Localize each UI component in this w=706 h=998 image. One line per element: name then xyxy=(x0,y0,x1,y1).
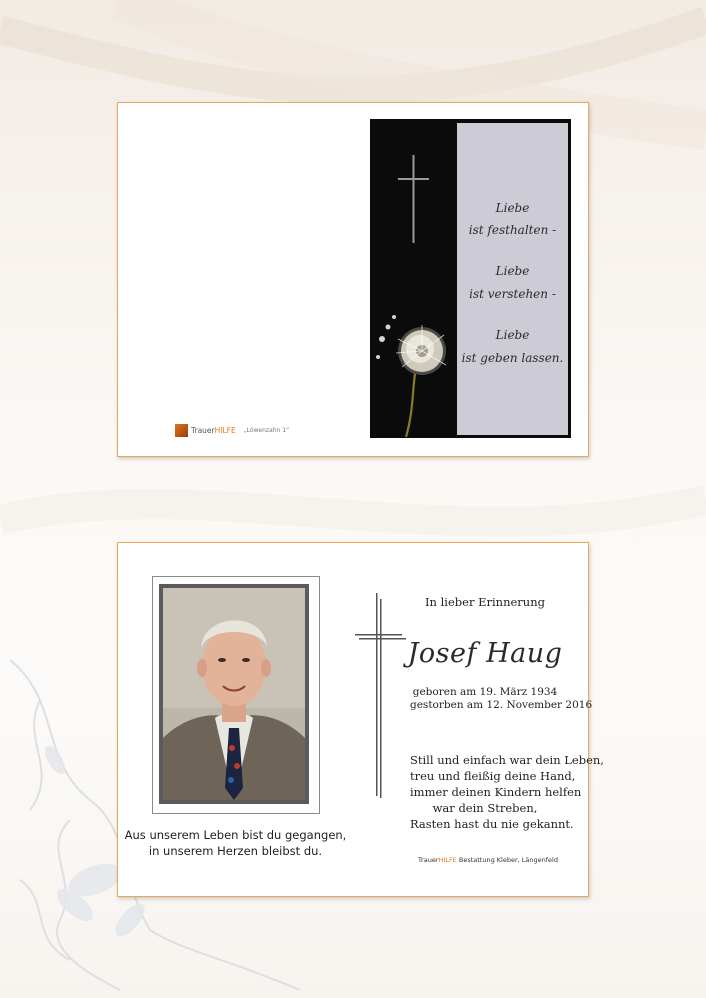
cross-icon xyxy=(355,593,407,798)
dandelion-image xyxy=(372,309,458,439)
quote-panel xyxy=(457,123,568,435)
memorial-verse xyxy=(410,752,604,832)
left-verse-line-1: Aus unserem Leben bist du gegangen, xyxy=(124,828,347,842)
death-date: gestorben am 12. November 2016 xyxy=(410,699,593,711)
quote-line-1: Liebe xyxy=(495,201,530,215)
quote-line-6: ist geben lassen. xyxy=(461,351,564,365)
design-caption: „Löwenzahn 1“ xyxy=(243,427,290,434)
verse-line: immer deinen Kindern helfen xyxy=(410,785,582,799)
verse-line: treu und fleißig deine Hand, xyxy=(410,769,576,783)
dark-panel xyxy=(370,119,571,438)
verse-line: war dein Streben, xyxy=(432,801,538,815)
cross-icon xyxy=(398,155,430,245)
trauerhilfe-logo-icon xyxy=(175,424,188,437)
memory-label: In lieber Erinnerung xyxy=(425,595,545,609)
photo-frame xyxy=(152,576,320,814)
quote-line-2: ist festhalten - xyxy=(468,223,557,237)
quote-line-3: Liebe xyxy=(495,264,530,278)
quote-line-4: ist verstehen - xyxy=(469,287,556,301)
trauerhilfe-logo xyxy=(175,424,289,437)
card-inner xyxy=(117,542,604,897)
quote-line-5: Liebe xyxy=(495,328,530,342)
birth-date: geboren am 19. März 1934 xyxy=(412,686,558,698)
logo-text: TrauerHILFE xyxy=(191,426,236,435)
left-verse-line-2: in unserem Herzen bleibst du. xyxy=(148,844,323,858)
photo-mat xyxy=(159,584,309,804)
verse-line: Rasten hast du nie gekannt. xyxy=(410,817,574,831)
footer-credit: TrauerHILFE Bestattung Kleber, Längenfeld xyxy=(418,856,558,864)
deceased-name: Josef Haug xyxy=(407,638,563,669)
card-front xyxy=(117,102,589,457)
verse-line: Still und einfach war dein Leben, xyxy=(410,753,604,767)
portrait-photo xyxy=(163,588,305,800)
